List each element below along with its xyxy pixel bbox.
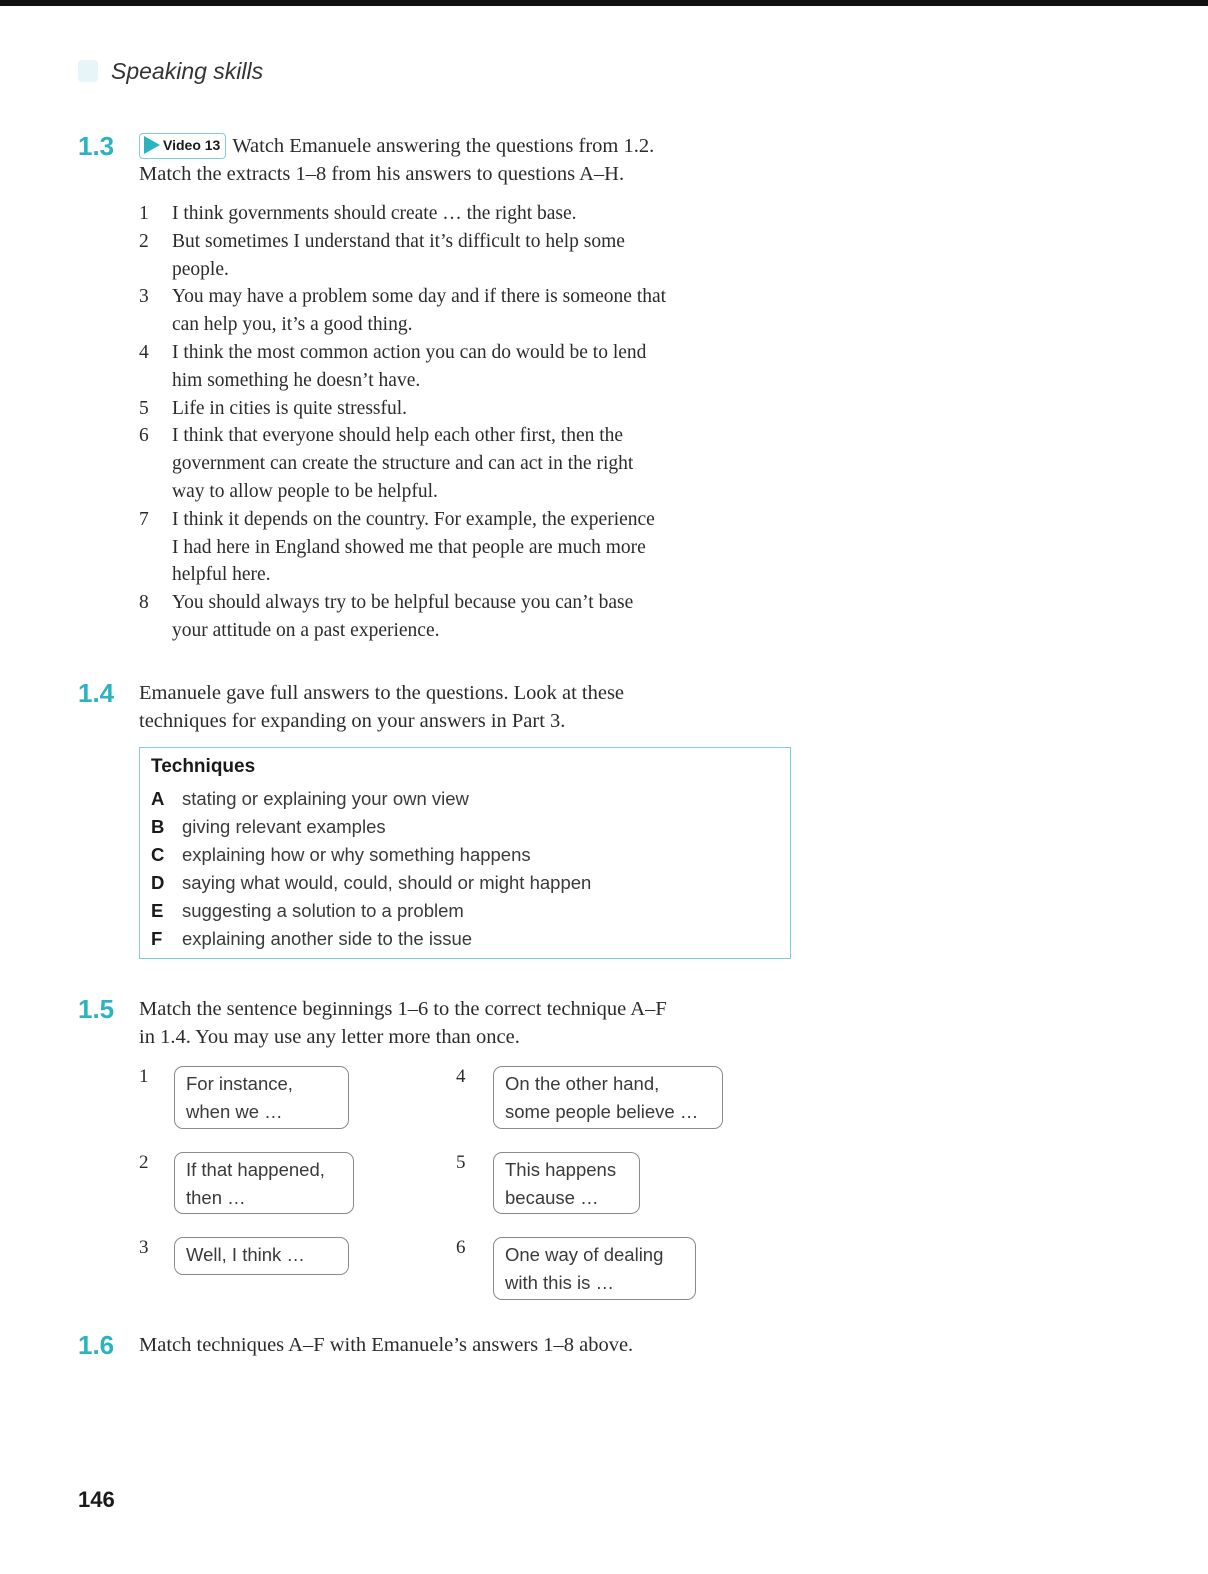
extract-item	[139, 339, 809, 395]
beginning-line: with this is …	[505, 1271, 614, 1293]
extract-number: 7	[139, 508, 149, 530]
extract-number: 1	[139, 203, 149, 224]
extract-line: helpful here.	[172, 564, 271, 586]
extract-item	[139, 283, 809, 339]
beginning-number: 2	[139, 1152, 149, 1173]
exercise-number-1-6: 1.6	[78, 1330, 115, 1360]
exercise-1-4-instruction	[139, 679, 799, 735]
beginning-number: 3	[139, 1237, 149, 1258]
extract-line: can help you, it’s a good thing.	[172, 314, 413, 336]
technique-letter: B	[151, 815, 165, 837]
page-number: 146	[78, 1487, 115, 1512]
beginning-line: some people believe …	[505, 1100, 699, 1122]
play-icon	[144, 136, 160, 154]
extract-item	[139, 422, 809, 505]
beginning-line: because …	[505, 1186, 599, 1208]
extract-item	[139, 200, 809, 228]
technique-item	[151, 869, 591, 897]
exercise-number-1-3: 1.3	[78, 131, 115, 161]
extract-number: 5	[139, 397, 149, 419]
instruction-line: Match the sentence beginnings 1–6 to the correct technique A–F	[139, 998, 667, 1020]
exercise-1-6-instruction	[139, 1331, 839, 1359]
instruction-line	[139, 132, 799, 160]
sentence-beginning-card	[493, 1237, 696, 1300]
beginning-line: when we …	[186, 1100, 283, 1122]
technique-item	[151, 925, 591, 953]
beginning-line: One way of dealing	[505, 1244, 664, 1265]
technique-letter: A	[151, 788, 165, 809]
technique-item	[151, 841, 591, 869]
techniques-box	[139, 747, 791, 959]
technique-letter: E	[151, 899, 164, 921]
extract-item	[139, 589, 809, 645]
beginning-line: This happens	[505, 1159, 617, 1180]
technique-text: suggesting a solution to a problem	[182, 899, 464, 921]
sentence-beginning-card	[174, 1237, 349, 1275]
instruction-line: in 1.4. You may use any letter more than once.	[139, 1026, 520, 1048]
exercise-number-1-4: 1.4	[78, 678, 115, 708]
techniques-title: Techniques	[151, 756, 256, 777]
extract-line: But sometimes I understand that it’s difficult to help some	[172, 230, 625, 252]
instruction-text: Watch Emanuele answering the questions from 1.2.	[232, 135, 655, 157]
extract-line: your attitude on a past experience.	[172, 619, 440, 641]
technique-letter: C	[151, 843, 165, 865]
technique-text: saying what would, could, should or might happen	[182, 871, 592, 893]
extract-item	[139, 395, 809, 423]
extract-line: government can create the structure and can act in the right	[172, 453, 634, 475]
extract-line: Life in cities is quite stressful.	[172, 397, 408, 419]
video-13-button[interactable]	[139, 133, 226, 159]
extract-line: I think that everyone should help each other first, then the	[172, 425, 624, 447]
beginning-number: 6	[456, 1237, 466, 1258]
extract-line: way to allow people to be helpful.	[172, 480, 438, 502]
technique-text: giving relevant examples	[182, 815, 386, 837]
beginning-number: 1	[139, 1066, 149, 1087]
beginning-line: On the other hand,	[505, 1073, 660, 1094]
top-edge-bar	[0, 0, 1208, 6]
beginning-line: If that happened,	[186, 1159, 325, 1180]
exercise-1-3-instruction	[139, 132, 799, 188]
technique-item	[151, 897, 591, 925]
extract-line: people.	[172, 258, 229, 280]
extract-line: I had here in England showed me that people are much more	[172, 536, 646, 558]
technique-item	[151, 813, 591, 841]
instruction-line: Match the extracts 1–8 from his answers to questions A–H.	[139, 163, 625, 185]
beginning-line: then …	[186, 1186, 246, 1208]
extract-number: 8	[139, 592, 149, 614]
instruction-line: techniques for expanding on your answers in Part 3.	[139, 710, 566, 732]
extract-number: 4	[139, 341, 149, 363]
extract-line: I think it depends on the country. For example, the experience	[172, 508, 655, 530]
section-title: Speaking skills	[111, 58, 264, 84]
extract-line: You may have a problem some day and if there is someone that	[172, 286, 667, 308]
sentence-beginning-card	[174, 1066, 349, 1129]
header-marker	[78, 60, 98, 82]
extract-item	[139, 228, 809, 284]
beginning-line: For instance,	[186, 1073, 293, 1094]
exercise-number-1-5: 1.5	[78, 994, 115, 1024]
technique-text: explaining how or why something happens	[182, 843, 531, 865]
extract-item	[139, 506, 809, 589]
techniques-list	[151, 785, 591, 952]
extract-number: 6	[139, 425, 149, 447]
technique-letter: F	[151, 927, 163, 949]
beginning-number: 4	[456, 1066, 466, 1087]
extract-number: 3	[139, 286, 149, 308]
extracts-list	[139, 200, 809, 645]
technique-letter: D	[151, 871, 165, 893]
instruction-line: Match techniques A–F with Emanuele’s answers 1–8 above.	[139, 1334, 634, 1356]
sentence-beginning-card	[493, 1152, 640, 1214]
extract-line: I think governments should create … the right base.	[172, 203, 577, 224]
extract-line: You should always try to be helpful because you can’t base	[172, 592, 634, 614]
technique-text: stating or explaining your own view	[182, 788, 469, 809]
extract-line: I think the most common action you can do would be to lend	[172, 341, 647, 363]
beginning-number: 5	[456, 1152, 466, 1173]
technique-text: explaining another side to the issue	[182, 927, 473, 949]
video-label: Video 13	[163, 137, 221, 153]
extract-line: him something he doesn’t have.	[172, 369, 421, 391]
beginning-line: Well, I think …	[186, 1244, 305, 1265]
sentence-beginning-card	[174, 1152, 354, 1214]
extract-number: 2	[139, 230, 149, 252]
exercise-1-5-instruction	[139, 995, 819, 1051]
sentence-beginning-card	[493, 1066, 723, 1129]
instruction-line: Emanuele gave full answers to the questions. Look at these	[139, 682, 625, 704]
technique-item	[151, 785, 591, 813]
